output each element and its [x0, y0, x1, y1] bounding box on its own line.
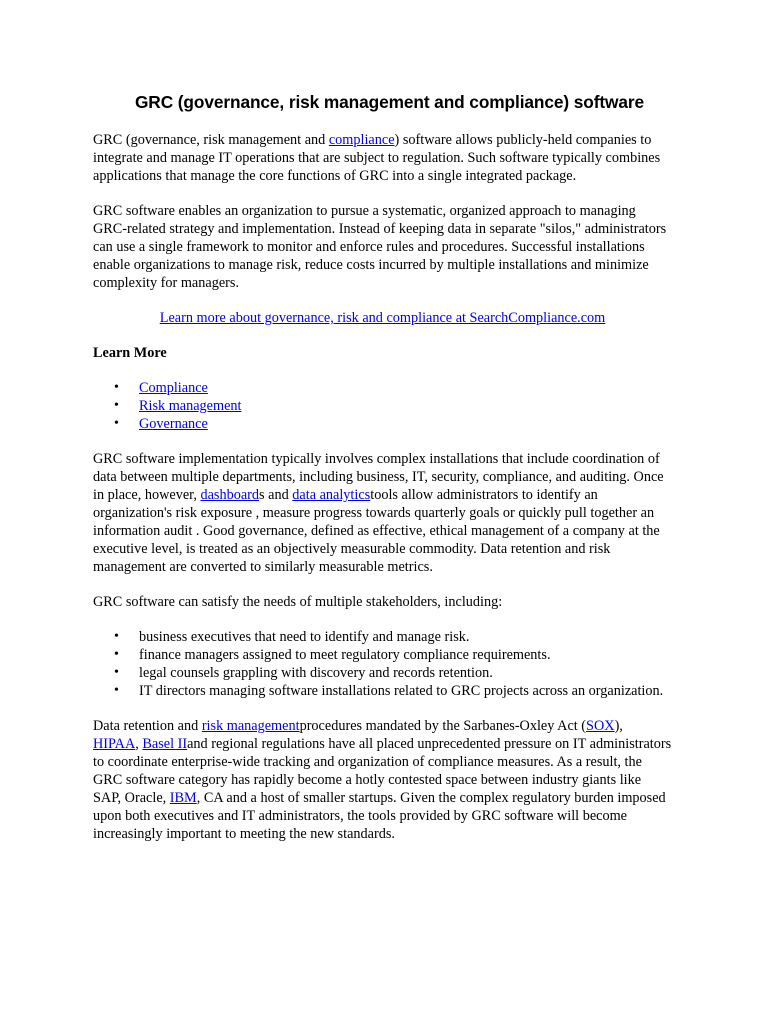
regulation-text-5: and regional regulations have all placed unprecedented pressure on IT administrators to coordinate enterprise-wide tracking and organization of compliance measures. As a result, the GRC software category has rapidly become a hotly contested space between industry giants like SAP, Oracle,: [93, 736, 672, 806]
learn-more-list: [93, 379, 672, 433]
stakeholders-list: [93, 628, 672, 700]
regulation-text-6: , CA and a host of smaller startups. Given the complex regulatory burden imposed upon both executives and IT administrators, the tools provided by GRC software will become increasingly important to meeting the new standards.: [93, 790, 666, 842]
implementation-paragraph: [93, 450, 672, 576]
learn-more-compliance-link[interactable]: Compliance: [139, 380, 208, 396]
intro-paragraph: [93, 131, 672, 185]
learn-more-risk-management-link[interactable]: Risk management: [139, 398, 242, 414]
regulation-text-4: ,: [135, 736, 143, 752]
implementation-text-2: s and: [259, 487, 293, 503]
learn-more-governance-link[interactable]: Governance: [139, 416, 208, 432]
list-item: • legal counsels grappling with discovery and records retention.: [139, 664, 672, 682]
list-item: [139, 379, 672, 397]
sox-link[interactable]: SOX: [586, 718, 615, 734]
regulation-paragraph: [93, 717, 672, 843]
searchcompliance-link[interactable]: Learn more about governance, risk and compliance at SearchCompliance.com: [159, 310, 606, 326]
approach-paragraph: GRC software enables an organization to pursue a systematic, organized approach to managing GRC-related strategy and implementation. Instead of keeping data in separate "silos," administrators can use a single framework to monitor and enforce rules and procedures. Successful installations enable organizations to manage risk, reduce costs incurred by multiple installations and minimize complexity for managers.: [93, 203, 667, 291]
risk-management-link[interactable]: risk management: [201, 718, 300, 734]
implementation-text-1: GRC software implementation typically involves complex installations that include coordination of data between multiple departments, including business, IT, security, compliance, and auditing. Once in place, however,: [93, 451, 664, 503]
basel-ii-link[interactable]: Basel II: [142, 736, 188, 752]
implementation-text-3: tools allow administrators to identify an organization's risk exposure , measure progress towards quarterly goals or quickly pull together an information audit . Good governance, defined as effective, ethical management of a company at the executive level, is treated as an objectively measurable commodity. Data retention and risk management are converted to similarly measurable metrics.: [93, 487, 660, 575]
list-item: [139, 397, 672, 415]
list-item: [139, 415, 672, 433]
regulation-text-2: procedures mandated by the Sarbanes-Oxley Act (: [299, 718, 587, 734]
compliance-link[interactable]: compliance: [328, 132, 395, 148]
data-analytics-link[interactable]: data analytics: [292, 487, 371, 503]
regulation-text-3: ),: [614, 718, 623, 734]
learn-more-heading: Learn More: [93, 345, 167, 361]
ibm-link[interactable]: IBM: [169, 790, 197, 806]
dashboard-link[interactable]: dashboard: [200, 487, 260, 503]
page-title: GRC (governance, risk management and compliance) software: [134, 92, 645, 112]
intro-text-start: GRC (governance, risk management and: [93, 132, 329, 148]
hipaa-link[interactable]: HIPAA: [93, 736, 136, 752]
list-item: • IT directors managing software installations related to GRC projects across an organization.: [139, 682, 672, 700]
list-item: • finance managers assigned to meet regulatory compliance requirements.: [139, 646, 672, 664]
regulation-text-1: Data retention and: [93, 718, 202, 734]
list-item: • business executives that need to identify and manage risk.: [139, 628, 672, 646]
stakeholders-intro: GRC software can satisfy the needs of multiple stakeholders, including:: [93, 594, 503, 610]
intro-text-end: ) software allows publicly-held companies to integrate and manage IT operations that are subject to regulation. Such software typically combines applications that manage the core functions of GRC into a single integrated package.: [93, 132, 661, 184]
learn-more-link-paragraph: [93, 309, 672, 327]
